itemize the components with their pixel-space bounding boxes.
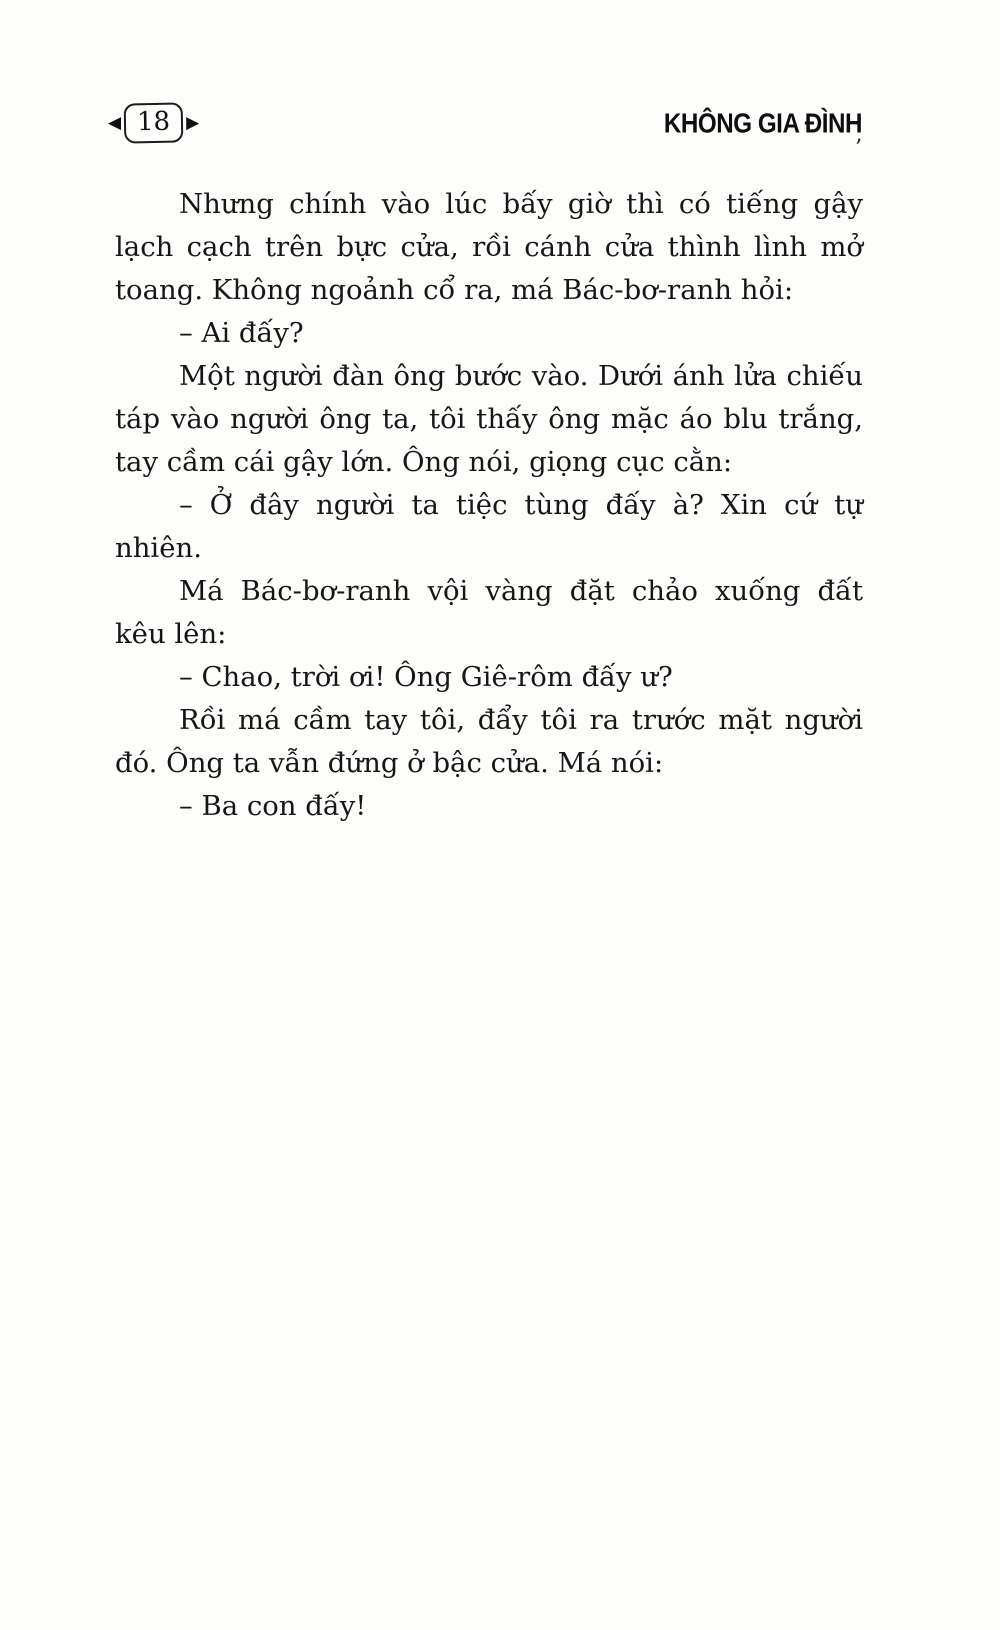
scan-mark: ’: [855, 135, 862, 161]
left-arrow-icon: ◀: [108, 112, 122, 133]
book-title: KHÔNG GIA ĐÌNH: [663, 106, 862, 139]
paragraph: Má Bác-bơ-ranh vội vàng đặt chảo xuống đất kêu lên:: [115, 575, 863, 650]
paragraph: Nhưng chính vào lúc bấy giờ thì có tiếng gậy lạch cạch trên bực cửa, rồi cánh cửa thình lình mở toang. Không ngoảnh cổ ra, má Bác-bơ-ranh hỏi:: [115, 188, 863, 306]
paragraph-dialogue: – Ba con đấy!: [179, 790, 367, 822]
running-head: [649, 106, 862, 161]
page-number: 18: [124, 102, 184, 143]
page-header: [108, 103, 862, 161]
paragraph-dialogue: – Chao, trời ơi! Ông Giê-rôm đấy ư?: [179, 661, 673, 693]
page-number-badge: [108, 103, 199, 143]
paragraph-dialogue: – Ở đây người ta tiệc tùng đấy à? Xin cứ tự nhiên.: [115, 489, 863, 564]
page-body: [115, 183, 863, 828]
paragraph-dialogue: – Ai đấy?: [179, 317, 304, 349]
paragraph: Rồi má cầm tay tôi, đẩy tôi ra trước mặt người đó. Ông ta vẫn đứng ở bậc cửa. Má nói:: [115, 704, 863, 779]
paragraph: Một người đàn ông bước vào. Dưới ánh lửa chiếu táp vào người ông ta, tôi thấy ông mặc áo blu trắng, tay cầm cái gậy lớn. Ông nói, giọng cục cằn:: [115, 360, 863, 478]
right-arrow-icon: ▶: [186, 112, 200, 133]
